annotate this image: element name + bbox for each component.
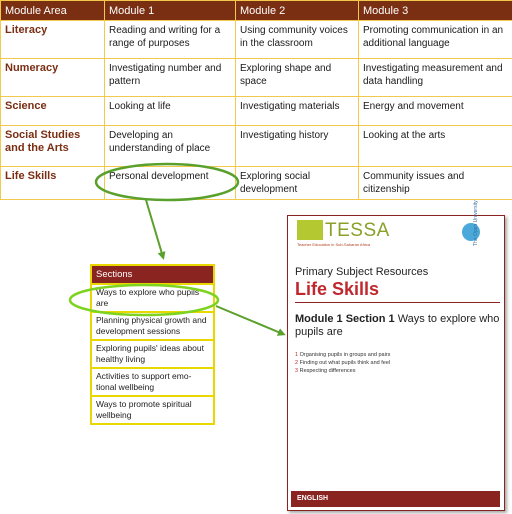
tessa-logo-icon	[297, 220, 323, 240]
module-cell: Promoting communication in an additional language	[359, 21, 512, 59]
module-cell: Investigating history	[236, 126, 359, 167]
module-cell: Using community voices in the classroom	[236, 21, 359, 59]
part-text: Finding out what pupils think and feel	[299, 360, 391, 366]
cover-footer	[291, 491, 500, 507]
language-label: ENGLISH	[297, 495, 329, 502]
column-header: Module Area	[1, 1, 105, 21]
module-cell-highlighted: Personal development	[105, 167, 236, 200]
section-name: Ways to explore who pupils are	[295, 313, 500, 338]
module-area-cell: Science	[1, 97, 105, 126]
sections-box	[90, 264, 215, 425]
table-row	[1, 21, 512, 59]
module-cell: Energy and movement	[359, 97, 512, 126]
section-item: Ways to promote spiritual wellbeing	[92, 395, 213, 423]
module-table	[0, 0, 512, 200]
open-university-text: The Open University	[473, 200, 479, 246]
module-cell: Investigating number and pattern	[105, 59, 236, 97]
connector-arrow-to-sections	[146, 200, 163, 257]
cover-parts-list	[295, 351, 390, 375]
module-cell: Exploring social development	[236, 167, 359, 200]
tessa-tagline: Teacher Education in Sub-Saharan Africa	[297, 242, 371, 247]
cover-title: Life Skills	[295, 279, 380, 299]
module-cell: Looking at the arts	[359, 126, 512, 167]
part-number: 3	[295, 368, 299, 374]
column-header: Module 2	[236, 1, 359, 21]
tessa-logo-text: TESSA	[325, 220, 390, 241]
part-item	[295, 367, 390, 375]
module-cell: Investigating measurement and data handling	[359, 59, 512, 97]
column-header: Module 3	[359, 1, 512, 21]
column-header: Module 1	[105, 1, 236, 21]
module-cell: Looking at life	[105, 97, 236, 126]
part-text: Respecting differences	[299, 368, 356, 374]
table-row	[1, 167, 512, 200]
sections-heading: Sections	[92, 266, 213, 283]
section-item: Activities to support emo-tional wellbeing	[92, 367, 213, 395]
part-item	[295, 351, 390, 359]
resource-cover	[287, 200, 505, 511]
table-row	[1, 97, 512, 126]
module-area-cell: Literacy	[1, 21, 105, 59]
section-item: Exploring pupils' ideas about healthy living	[92, 339, 213, 367]
cover-subtitle: Primary Subject Resources	[295, 266, 429, 278]
section-item: Ways to explore who pupils are	[92, 283, 213, 311]
module-area-cell: Numeracy	[1, 59, 105, 97]
module-area-cell: Life Skills	[1, 167, 105, 200]
section-item: Planning physical growth and development sessions	[92, 311, 213, 339]
cover-divider	[295, 302, 500, 303]
table-row	[1, 126, 512, 167]
cover-section-title	[295, 313, 500, 339]
part-number: 1	[295, 352, 299, 358]
part-item	[295, 359, 390, 367]
module-cell: Developing an understanding of place	[105, 126, 236, 167]
section-number: Module 1 Section 1	[295, 313, 395, 325]
part-number: 2	[295, 360, 299, 366]
module-cell: Investigating materials	[236, 97, 359, 126]
module-cell: Reading and writing for a range of purposes	[105, 21, 236, 59]
part-text: Organising pupils in groups and pairs	[299, 352, 391, 358]
table-header-row	[1, 1, 512, 21]
module-cell: Exploring shape and space	[236, 59, 359, 97]
module-cell: Community issues and citizenship	[359, 167, 512, 200]
table-row	[1, 59, 512, 97]
module-area-cell: Social Studies and the Arts	[1, 126, 105, 167]
connector-arrow-to-cover	[216, 306, 283, 334]
